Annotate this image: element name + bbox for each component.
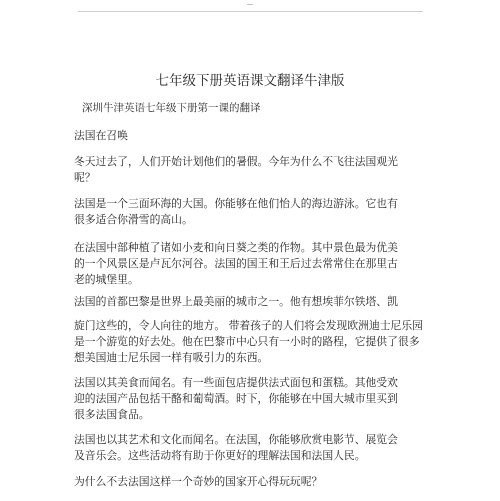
paragraph-line: 法国也以其艺术和文化而闻名。在法国，你能够欣赏电影节、展览会 (74, 433, 398, 446)
paragraph-3 (74, 240, 398, 288)
paragraph-line: 很多适合你滑雪的高山。 (74, 213, 193, 226)
paragraph-1 (74, 154, 398, 186)
paragraph-2 (74, 196, 398, 228)
paragraph-line: 旋门这些的，令人向往的地方。 带着孩子的人们将会发现欧洲迪士尼乐园 (74, 319, 423, 332)
paragraph-line: 及音乐会。这些活动将有助于你更好的理解法国和法国人民。 (74, 449, 366, 462)
paragraph-6 (74, 375, 398, 423)
paragraph-line: 老的城堡里。 (74, 273, 139, 286)
paragraph-4 (74, 294, 398, 310)
paragraph-line: 法国以其美食而闻名。有一些面包店提供法式面包和蛋糕。其他受欢 (74, 376, 398, 389)
paragraph-line: 想美国迪士尼乐园一样有吸引力的东西。 (74, 351, 269, 364)
paragraph-8 (74, 474, 394, 490)
paragraph-line: 为什么不去法国这样一个奇妙的国家开心得玩玩呢？ (74, 475, 323, 488)
paragraph-line: 呢？ (74, 171, 96, 184)
document-title: 七年级下册英语课文翻译牛津版 (155, 73, 345, 89)
document-subtitle: 深圳牛津英语七年级下册第一课的翻译 (82, 102, 261, 114)
paragraph-5 (74, 318, 423, 366)
paragraph-line: 的一个风景区是卢瓦尔河谷。法国的国王和王后过去常常住在那里古 (74, 257, 398, 270)
paragraph-line: 是一个游览的好去处。他在巴黎市中心只有一小时的路程，它提供了很多 (74, 335, 420, 348)
section-heading: 法国在召唤 (74, 129, 128, 142)
paragraph-line: 法国是一个三面环海的大国。你能够在他们怡人的海边游泳。它也有 (74, 197, 398, 210)
paragraph-line: 法国的首都巴黎是世界上最美丽的城市之一。他有想埃菲尔铁塔、凯 (74, 295, 398, 308)
paragraph-line: 冬天过去了，人们开始计划他们的暑假。今年为什么不飞往法国观光 (74, 155, 398, 168)
paragraph-line: 迎的法国产品包括干酪和葡萄酒。时下，你能够在中国大城市里买到 (74, 392, 398, 405)
header-rule (78, 11, 423, 12)
paragraph-line: 很多法国食品。 (74, 408, 150, 421)
header-mark: — (247, 1, 253, 8)
paragraph-7 (74, 432, 398, 464)
paragraph-line: 在法国中部种植了诸如小麦和向日葵之类的作物。其中景色最为优美 (74, 241, 398, 254)
